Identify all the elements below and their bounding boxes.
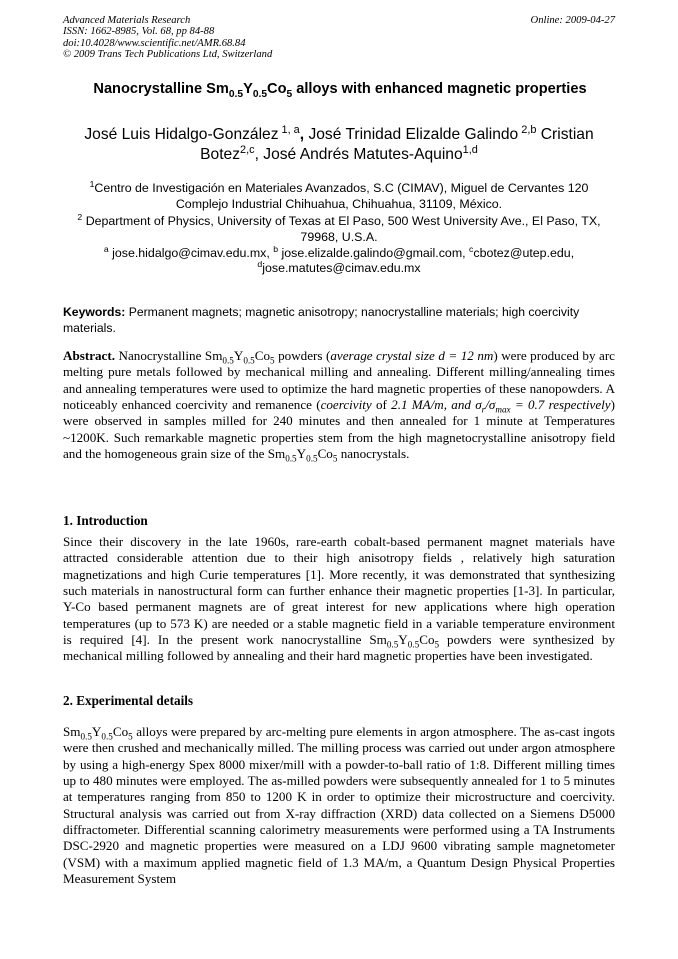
author-list: José Luis Hidalgo-González $^{1, a}$, José Trinidad Elizalde Galindo $^{2,b}$ Cristian Botez$^{2,c}$, José Andrés Matutes-Aquino$^{1,d}$ [84,123,594,163]
affiliation-2-line2: 79968, U.S.A. [300,230,378,245]
affiliation-1-line2: Complejo Industrial Chihuahua, Chihuahua, 31109, México. [175,197,503,212]
journal-issn: ISSN: 1662-8985, Vol. 68, pp 84-88 [63,26,215,38]
affiliation-2: $^2$ Department of Physics, University of Texas at El Paso, 500 West University Ave., El Paso, TX, [77,211,601,228]
author-name: José Trinidad Elizalde Galindo [308,126,519,143]
author-name: José Luis Hidalgo-González [84,126,279,143]
email-link[interactable]: jose.matutes@cimav.edu.mx [262,260,421,275]
section-paragraph: $Sm_{0.5}Y_{0.5}Co_5$ alloys were prepared by arc-melting pure elements in argon atmosphere. The as-cast ingots were then crushed and mechanically milled. The milling process was carried out under argon atmosphere by using a high-energy Spex 8000 mixer/mill with a powder-to-ball ratio of 1:8. Different milling times up to 480 minutes were employed. The as-milled powders were subsequently annealed for 1 to 5 minutes at temperatures ranging from 850 to 1200 K in order to optimize their microstructure and coercivity. Structural analysis was carried out from X-ray diffraction (XRD) data collected on a Siemens D5000 diffractometer. Differential scanning calorimetry measurements were performed using a TA Instruments DSC-2920 and magnetic properties were measured on a LDJ 9600 vibrating sample magnetometer (VSM) with a maximum applied magnetic field of 1.3 MA/m, a Quantum Design Physical Properties Measurement System [63,724,615,887]
keywords-text: Permanent magnets; magnetic anisotropy; nanocrystalline materials; high coercivity materials. [63,305,580,335]
email-link[interactable]: jose.elizalde.galindo@gmail.com [281,246,463,260]
online-date: Online: 2009-04-27 [530,15,615,26]
keywords-label: Keywords: [63,305,126,319]
author-name: José Andrés Matutes-Aquino [263,146,463,163]
email-link[interactable]: jose.hidalgo@cimav.edu.mx [112,246,267,260]
affiliation-1: $^1$Centro de Investigación en Materiales Avanzados, S.C (CIMAV), Miguel de Cervantes 120 [89,178,589,195]
abstract: Abstract. Nanocrystalline $Sm_{0.5}Y_{0.5}Co_5$ powders (average crystal size d = 12 nm) were produced by arc melting pure metals followed by mechanical milling and annealing. Different milling/annealing times and annealing temperatures were used to optimize the hard magnetic properties of these nanopowders. A noticeably enhanced coercivity and remanence (coercivity of 2.1 MA/m, and $\sigma_r/\sigma_{max} = 0.7$ respectively) were observed in samples milled for 240 minutes and then annealed for 1 minute at Temperatures ~1200K. Such remarkable magnetic properties stem from the high magnetocrystalline anisotropy field and the homogeneous grain size of the $Sm_{0.5}Y_{0.5}Co_5$ nanocrystals. [63,348,615,464]
keywords [63,305,615,336]
author-emails: $^a$ jose.hidalgo@cimav.edu.mx, $^b$ jose.elizalde.galindo@gmail.com, $^c$cbotez@utep.edu, $^d$jose.matutes@cimav.edu.mx [103,243,575,275]
section-heading: 1. Introduction [63,513,148,528]
email-link[interactable]: cbotez@utep.edu [473,246,571,260]
paper-title: Nanocrystalline $Sm_{0.5}Y_{0.5}Co_5$ alloys with enhanced magnetic properties [93,81,587,100]
journal-name: Advanced Materials Research [63,15,191,26]
author-name: Botez [200,146,241,163]
journal-doi: doi:10.4028/www.scientific.net/AMR.68.84 [63,37,246,49]
affiliations [63,180,615,246]
journal-header [63,15,615,61]
author-name: Cristian [540,126,594,143]
section-paragraph: Since their discovery in the late 1960s, rare-earth cobalt-based permanent magnet materials have attracted considerable attention due to their high anisotropy fields , relatively high saturation magnetizations and high Curie temperatures [1]. More recently, it was demonstrated that synthesizing such materials in nanostructural form can further enhance their magnetic properties [1-3]. In particular, Y-Co based permanent magnets are of great interest for new applications where high operation temperatures (up to 573 K) are needed or a stable magnetic field in a variable temperature environment is required [4]. In the present work nanocrystalline $Sm_{0.5}Y_{0.5}Co_5$ powders were synthesized by mechanical milling followed by annealing and their hard magnetic properties have been investigated. [63,534,615,664]
journal-copyright: © 2009 Trans Tech Publications Ltd, Switzerland [63,49,273,61]
abstract-label: Abstract. [63,348,115,363]
section-heading: 2. Experimental details [63,693,194,708]
